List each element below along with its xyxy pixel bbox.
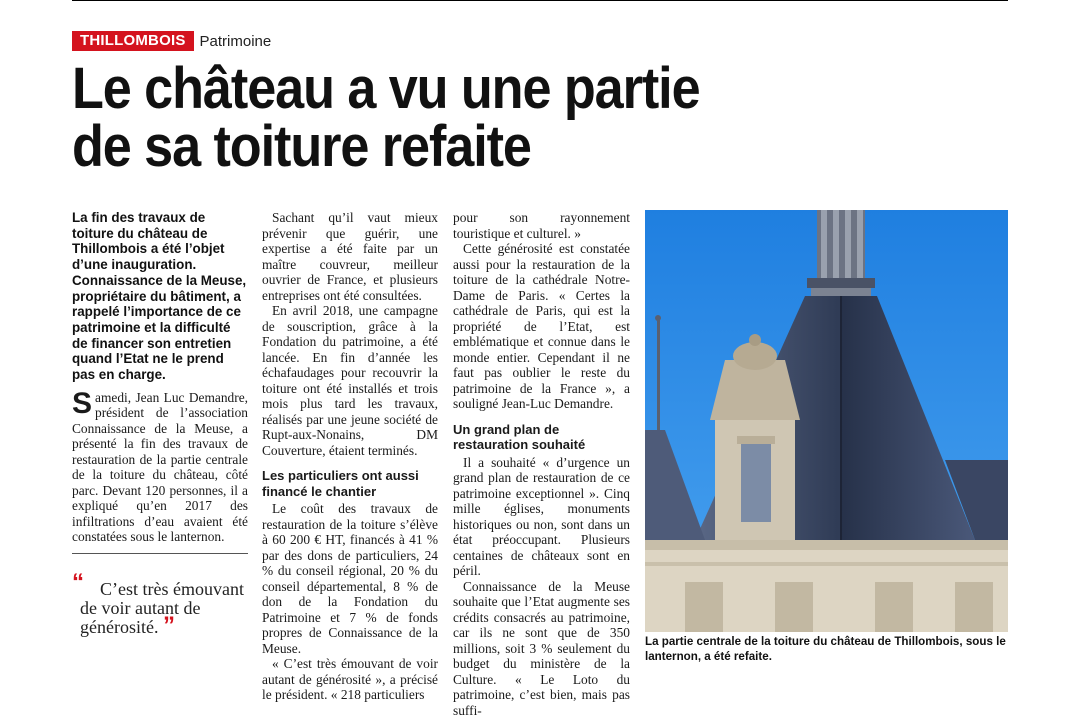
article-column-3 bbox=[453, 210, 630, 718]
kicker bbox=[72, 31, 271, 51]
lanternon bbox=[807, 210, 875, 296]
subheading: Un grand plan de restauration souhaité bbox=[453, 422, 630, 453]
castle-roof-illustration bbox=[645, 210, 1008, 632]
subheading: Les particuliers ont aussi financé le chantier bbox=[262, 468, 438, 499]
photo-caption: La partie centrale de la toiture du château de Thillombois, sous le lanternon, a été refaite. bbox=[645, 634, 1013, 664]
body-paragraph: Cette générosité est constatée aussi pour la restauration de la toiture de la cathédrale Notre-Dame de Paris. « Certes la cathédrale de Paris, qui est la propriété de l’Etat, est emblématique et connue dans le monde entier. Cependant il ne faut pas oublier le reste du patrimoine de la France », a souligné Jean-Luc Demandre. bbox=[453, 241, 630, 412]
pull-quote-line-2 bbox=[72, 599, 248, 637]
close-quote-mark: ” bbox=[163, 612, 175, 639]
castle-roof-photo bbox=[645, 210, 1008, 632]
top-rule bbox=[72, 0, 1008, 1]
headline-line-2: de sa toiture refaite bbox=[72, 118, 882, 176]
body-paragraph: pour son rayonnement touristique et culturel. » bbox=[453, 210, 630, 241]
headline bbox=[72, 60, 882, 176]
pull-quote-line-1: C’est très émouvant bbox=[72, 580, 248, 599]
lead-paragraph: La fin des travaux de toiture du château de Thillombois a été l’objet d’une inauguration. Connaissance de la Meuse, propriétaire du bâtiment, a rappelé l’importance de ce patrimoine et la difficulté de financer son entretien quand l’Etat ne le prend pas en charge. bbox=[72, 210, 248, 383]
body-paragraph: Samedi, Jean Luc Demandre, président de l’association Connaissance de la Meuse, a présenté la fin des travaux de restauration de la partie centrale de la toiture du château, côté parc. Devant 120 personnes, il a expliqué qu’en 2017 des infiltrations d’eau avaient été constatées sous le lanternon. bbox=[72, 390, 248, 545]
location-tag: THILLOMBOIS bbox=[72, 31, 194, 51]
article-column-2 bbox=[262, 210, 438, 703]
pull-quote-text: de voir autant de générosité. bbox=[80, 598, 200, 638]
body-paragraph: Connaissance de la Meuse souhaite que l’Etat augmente ses crédits consacrés au patrimoine, car ils ne sont que de 350 millions, soit 3 % seulement du budget du ministère de la Culture. « Le Loto du patrimoine, c’est bien, mais pas suffi- bbox=[453, 579, 630, 718]
body-paragraph: Sachant qu’il vaut mieux prévenir que guérir, une expertise a été faite par un maître couvreur, meilleur ouvrier de France, et plusieurs entreprises ont été consultées. bbox=[262, 210, 438, 303]
headline-line-1: Le château a vu une partie bbox=[72, 60, 882, 118]
body-paragraph: Il a souhaité « d’urgence un grand plan de restauration de ce patrimoine exceptionnel ». Cinq mille églises, monuments historiques ou non, sont dans un état préoccupant. Plusieurs centaines de châteaux sont en péril. bbox=[453, 455, 630, 579]
article-column-1 bbox=[72, 210, 248, 554]
pull-quote bbox=[72, 580, 248, 637]
body-paragraph: « C’est très émouvant de voir autant de générosité », a précisé le président. « 218 particuliers bbox=[262, 656, 438, 703]
open-quote-mark: “ bbox=[72, 574, 84, 593]
column-divider bbox=[72, 553, 248, 554]
section-label: Patrimoine bbox=[200, 33, 272, 50]
body-paragraph: En avril 2018, une campagne de souscription, grâce à la Fondation du patrimoine, a été lancée. En fin d’année les échafaudages pour recouvrir la toiture ont été installés et trois mois plus tard les travaux, réalisés par une jeune société de Rupt-aux-Nonains, DM Couverture, étaient terminés. bbox=[262, 303, 438, 458]
body-paragraph: Le coût des travaux de restauration de la toiture s’élève à 60 200 € HT, financés à 41 % par des dons de particuliers, 24 % du conseil régional, 20 % du conseil départemental, 8 % de don de la Fondation du Patrimoine et 7 % de fonds propres de Connaissance de la Meuse. bbox=[262, 501, 438, 656]
